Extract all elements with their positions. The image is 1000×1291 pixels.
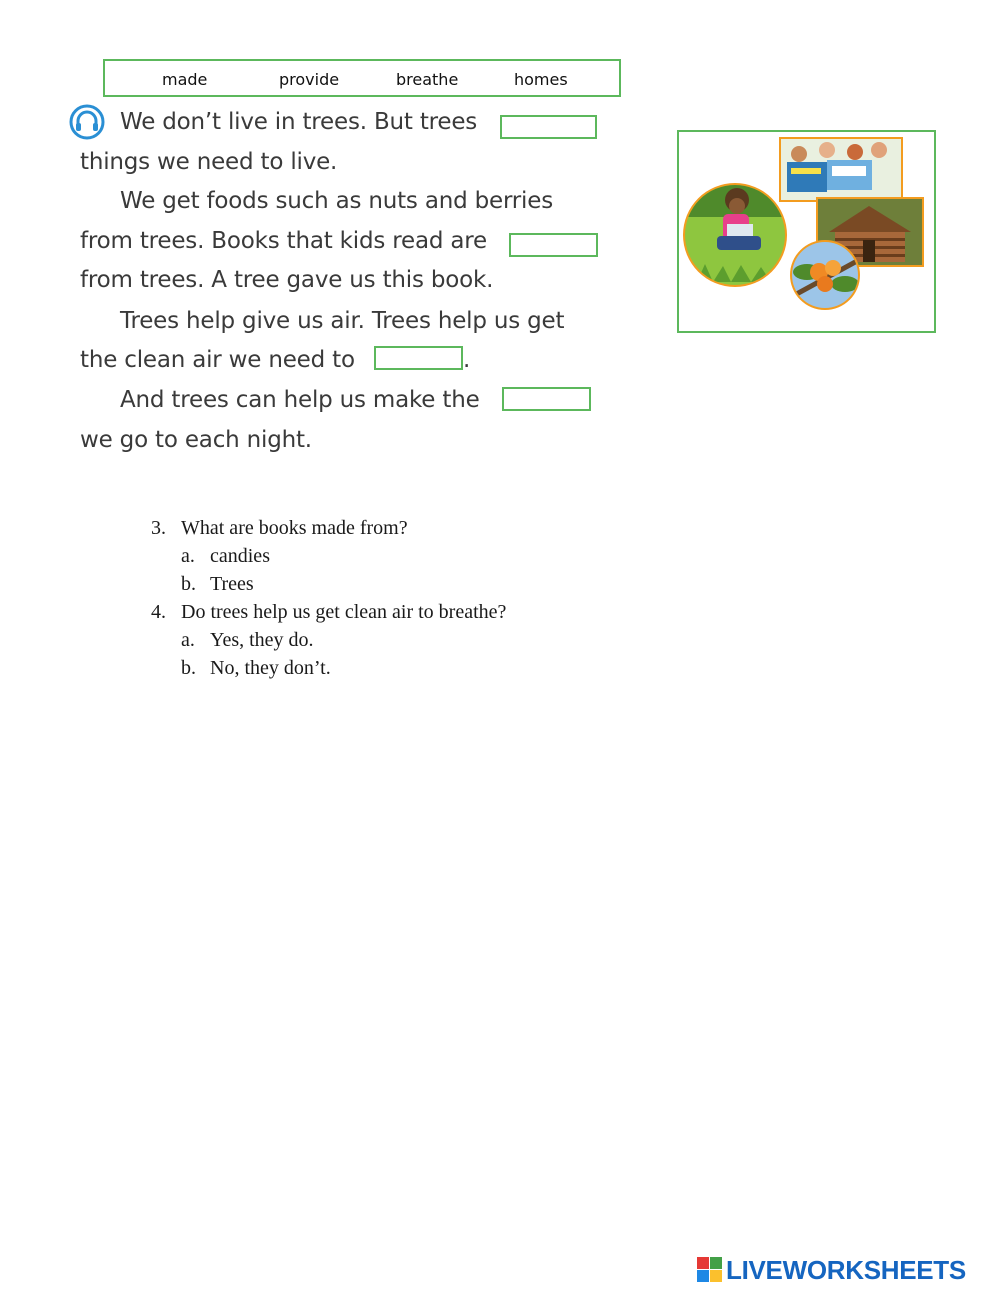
passage-line: the clean air we need to	[80, 347, 355, 373]
passage-line: we go to each night.	[80, 427, 312, 453]
answer-blank-2[interactable]	[509, 233, 598, 257]
passage-line: from trees. Books that kids read are	[80, 228, 487, 254]
headphones-icon[interactable]	[69, 104, 105, 140]
liveworksheets-logo[interactable]	[697, 1255, 966, 1285]
passage-line: .	[463, 347, 471, 373]
answer-blank-4[interactable]	[502, 387, 591, 411]
word-bank-item[interactable]: breathe	[396, 70, 459, 89]
photo-collage-image	[679, 132, 934, 331]
word-bank-item[interactable]: made	[162, 70, 208, 89]
passage-line: We get foods such as nuts and berries	[120, 188, 553, 214]
answer-blank-1[interactable]	[500, 115, 597, 139]
passage-line: We don’t live in trees. But trees	[120, 109, 478, 135]
word-bank-item[interactable]: homes	[514, 70, 568, 89]
word-bank	[103, 59, 621, 97]
answer-blank-3[interactable]	[374, 346, 463, 370]
passage-line: And trees can help us make the	[120, 387, 480, 413]
passage-line: things we need to live.	[80, 149, 338, 175]
passage-line: Trees help give us air. Trees help us get	[120, 308, 565, 334]
photo-collage	[677, 130, 936, 333]
word-bank-item[interactable]: provide	[279, 70, 340, 89]
logo-text: LIVEWORKSHEETS	[726, 1254, 966, 1285]
passage-line: from trees. A tree gave us this book.	[80, 267, 494, 293]
logo-blocks-icon	[697, 1257, 723, 1283]
